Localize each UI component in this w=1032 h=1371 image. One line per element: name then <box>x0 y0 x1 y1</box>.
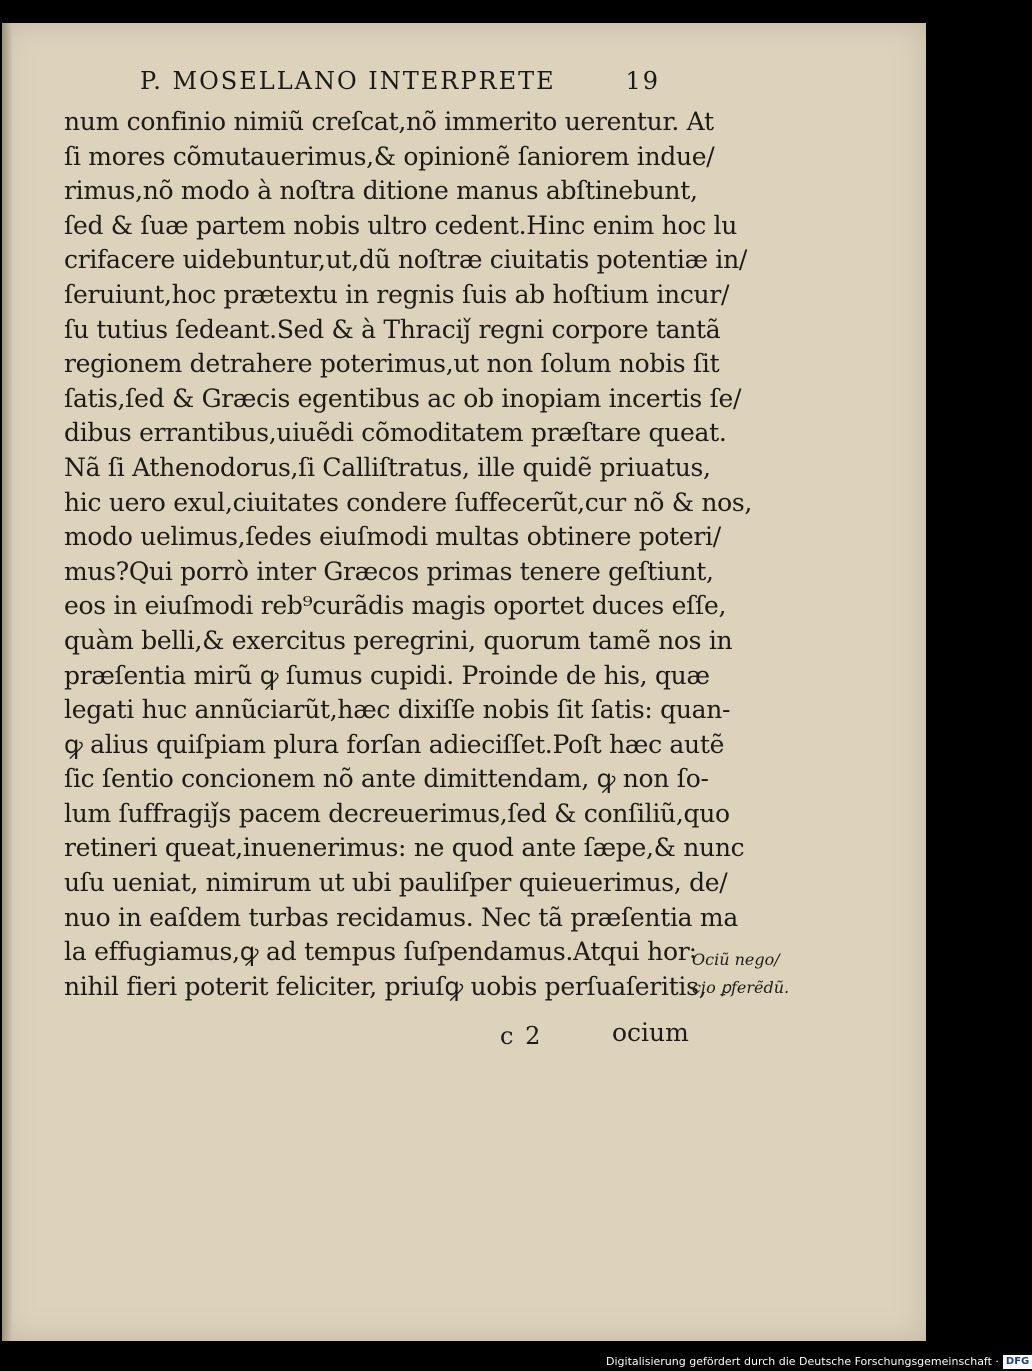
text-line: lum ſuffragiǰs pacem decreuerimus,ſed & conſiliũ,quo <box>64 798 730 828</box>
running-title: P. MOSELLANO INTERPRETE <box>140 67 556 95</box>
dfg-logo: DFG <box>1003 1355 1032 1369</box>
text-line: regionem detrahere poterimus,ut non ſolum nobis ſit <box>64 349 720 379</box>
text-line: mus?Qui porrò inter Græcos primas tenere geſtiunt, <box>64 556 714 586</box>
text-line: dibus errantibus,uiuẽdi cõmoditatem præſtare queat. <box>64 418 727 448</box>
signature-mark: c 2 <box>500 1022 543 1050</box>
text-line: hic uero exul,ciuitates condere ſuffecerũt,cur nõ & nos, <box>64 487 753 517</box>
text-line: ſatis,ſed & Græcis egentibus ac ob inopiam incertis ſe/ <box>64 383 742 413</box>
text-line: ſed & ſuæ partem nobis ultro cedent.Hinc enim hoc lu <box>64 210 738 240</box>
text-line: uſu ueniat, nimirum ut ubi pauliſper quieuerimus, de/ <box>64 868 728 898</box>
text-line: crifacere uidebuntur,ut,dũ noſtræ ciuitatis potentiæ in/ <box>64 245 748 275</box>
text-line: nuo in eaſdem turbas recidamus. Nec tã præſentia ma <box>64 902 738 932</box>
catchword: ocium <box>612 1018 689 1047</box>
text-line: ꝙ alius quiſpiam plura forſan adieciſſet.Poſt hæc autẽ <box>64 729 725 759</box>
page-number: 19 <box>625 67 660 95</box>
text-line: eos in eiuſmodi reb⁹curãdis magis oportet duces eſſe, <box>64 591 727 621</box>
text-line: legati huc annũciarũt,hæc dixiſſe nobis ſit ſatis: quan- <box>64 695 731 725</box>
text-line: nihil fieri poterit feliciter, priuſꝙ uobis perſuaſeritis, <box>64 971 707 1001</box>
text-line: ſu tutius ſedeant.Sed & à Thraciǰ regni corpore tantã <box>64 314 721 344</box>
text-line: retineri queat,inuenerimus: ne quod ante ſæpe,& nunc <box>64 833 745 863</box>
credit-text: Digitalisierung gefördert durch die Deutsche Forschungsgemeinschaft · <box>606 1355 999 1368</box>
text-line: ſeruiunt,hoc prætextu in regnis ſuis ab hoſtium incur/ <box>64 279 730 309</box>
marginal-note-line: cio ꝑferẽdũ. <box>692 978 790 997</box>
text-line: præſentia mirũ ꝙ ſumus cupidi. Proinde de his, quæ <box>64 660 710 690</box>
marginal-note <box>692 946 804 1002</box>
text-line: quàm belli,& exercitus peregrini, quorum tamẽ nos in <box>64 625 733 655</box>
text-line: ſi mores cõmutauerimus,& opinionẽ ſaniorem indue/ <box>64 141 715 171</box>
text-line: Nã ſi Athenodorus,ſi Calliſtratus, ille quidẽ priuatus, <box>64 452 711 482</box>
page-gutter-shadow <box>2 23 12 1341</box>
marginal-note-line: Ociũ nego/ <box>692 950 780 969</box>
text-line: num confinio nimiũ creſcat,nõ immerito uerentur. At <box>64 107 714 136</box>
text-line: rimus,nõ modo à noſtra ditione manus abſtinebunt, <box>64 176 698 206</box>
text-line: la effugiamus,ꝙ ad tempus ſuſpendamus.Atqui hor꞉ <box>64 937 696 967</box>
digitization-credit <box>606 1353 1032 1371</box>
running-header <box>140 67 660 103</box>
text-line: ſic ſentio concionem nõ ante dimittendam, ꝙ non ſo- <box>64 764 709 794</box>
text-line: modo uelimus,ſedes eiuſmodi multas obtinere poteri/ <box>64 522 721 552</box>
